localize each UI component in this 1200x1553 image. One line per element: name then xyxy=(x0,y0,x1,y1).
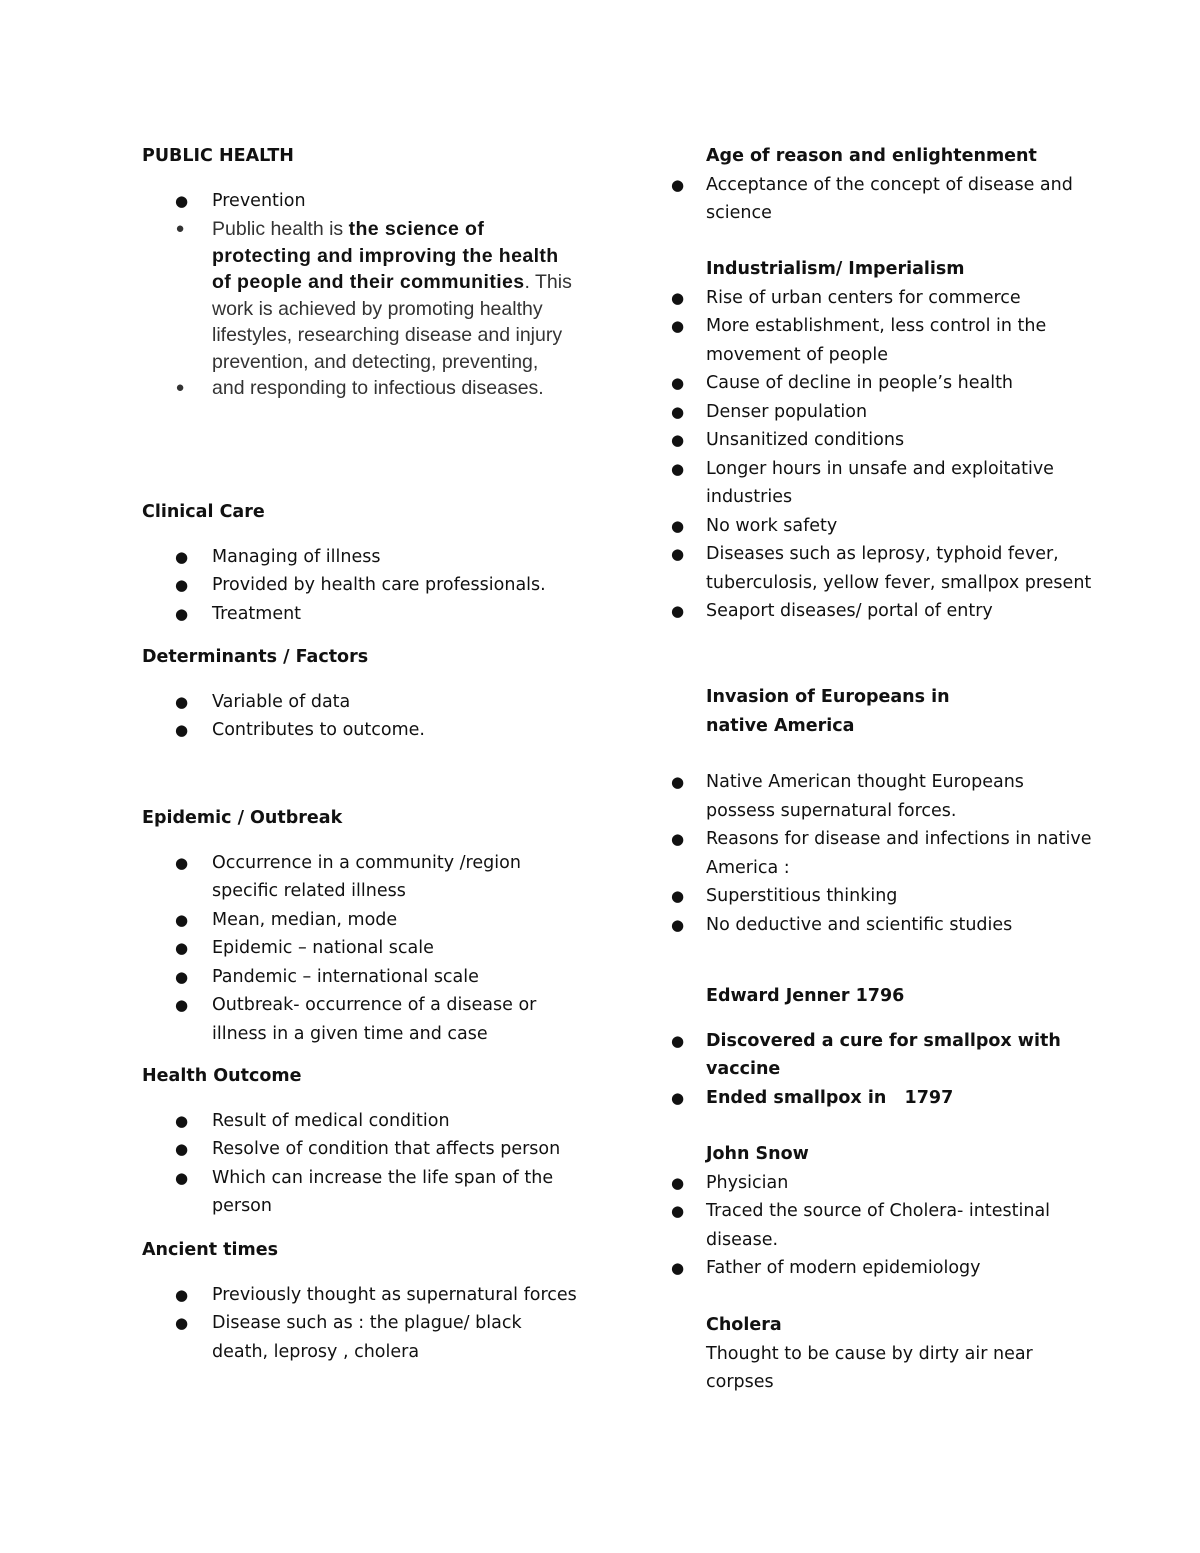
list-item-text: Previously thought as supernatural forces xyxy=(212,1284,577,1305)
list-item-text: Rise of urban centers for commerce xyxy=(706,287,1021,308)
section-heading: John Snow xyxy=(706,1144,809,1164)
list-item-text: Cause of decline in people’s health xyxy=(706,373,1014,393)
list-item xyxy=(671,1197,1096,1254)
bullet-icon: ● xyxy=(175,604,189,623)
bullet-icon: ● xyxy=(175,910,189,929)
list-item xyxy=(671,540,1096,597)
list-item-text: Reasons for disease and infections in native America : xyxy=(706,829,1092,878)
section-heading: Ancient times xyxy=(142,1240,279,1260)
list-item xyxy=(142,1309,582,1366)
list-item-text: Superstitious thinking xyxy=(706,886,898,906)
list-item-text: Native American thought Europeans possess supernatural forces. xyxy=(706,772,1024,821)
section-cholera xyxy=(676,1311,1036,1397)
list-item xyxy=(671,597,1096,626)
list-item xyxy=(671,882,1096,911)
list-item-text-post: . This work is achieved by promoting healthy lifestyles, researching disease and injury prevention, and detecting, preventing, xyxy=(212,271,572,373)
list-item-text: Outbreak- occurrence of a disease or illness in a given time and case xyxy=(212,995,537,1044)
list-item xyxy=(142,1107,582,1136)
section-heading: Edward Jenner 1796 xyxy=(706,986,905,1006)
bullet-list xyxy=(142,688,582,745)
list-item xyxy=(671,768,1096,825)
bullet-list xyxy=(671,284,1096,626)
list-item xyxy=(142,1135,582,1164)
bullet-icon: ● xyxy=(671,545,685,563)
list-item-text: Result of medical condition xyxy=(212,1110,450,1131)
list-item-text: Discovered a cure for smallpox with vaccine xyxy=(706,1030,1061,1079)
bullet-icon: ● xyxy=(671,175,685,194)
bullet-icon: ● xyxy=(175,191,189,210)
bullet-list xyxy=(671,1027,1096,1113)
section-ancient-times xyxy=(142,1236,582,1366)
list-item-text: Resolve of condition that affects person xyxy=(212,1139,561,1159)
bullet-icon: ● xyxy=(671,887,685,905)
bullet-icon: ● xyxy=(175,721,189,739)
list-item xyxy=(671,455,1096,512)
list-item xyxy=(671,312,1096,369)
bullet-list xyxy=(142,1281,582,1367)
list-item-text: Acceptance of the concept of disease and science xyxy=(706,174,1073,223)
bullet-icon: ● xyxy=(671,1088,685,1107)
section-heading: Health Outcome xyxy=(142,1066,302,1086)
section-heading: PUBLIC HEALTH xyxy=(142,146,294,166)
list-item-text: Father of modern epidemiology xyxy=(706,1258,981,1278)
list-item-text: Occurrence in a community /region specific related illness xyxy=(212,852,521,901)
bullet-icon: ● xyxy=(671,1173,685,1192)
list-item-text: Epidemic – national scale xyxy=(212,938,434,958)
list-item xyxy=(671,1169,1096,1198)
bullet-icon: ● xyxy=(671,431,685,449)
list-item-text: Which can increase the life span of the person xyxy=(212,1167,554,1216)
bullet-list xyxy=(671,768,1096,939)
list-item-text: Seaport diseases/ portal of entry xyxy=(706,601,993,621)
list-item-text: Variable of data xyxy=(212,691,351,712)
bullet-icon: ● xyxy=(671,602,685,620)
bullet-icon: ● xyxy=(671,1202,685,1220)
list-item-text: Longer hours in unsafe and exploitative industries xyxy=(706,458,1054,507)
bullet-icon: ● xyxy=(671,773,685,791)
bullet-icon: ● xyxy=(671,317,685,335)
list-item-text: No deductive and scientific studies xyxy=(706,914,1013,935)
list-item-text: Ended smallpox in 1797 xyxy=(706,1087,954,1108)
list-item xyxy=(671,512,1096,541)
list-item xyxy=(142,849,582,906)
bullet-icon: ● xyxy=(175,1285,189,1304)
section-heading: Determinants / Factors xyxy=(142,647,369,667)
bullet-icon: ● xyxy=(175,1140,189,1158)
section-john-snow xyxy=(671,1140,1096,1283)
list-item-text: Prevention xyxy=(212,190,306,211)
list-item xyxy=(142,571,582,600)
bullet-list xyxy=(671,1169,1096,1283)
list-item xyxy=(142,963,582,992)
list-item xyxy=(671,369,1096,398)
bullet-icon: ● xyxy=(175,1111,189,1130)
bullet-icon: ● xyxy=(175,692,189,711)
bullet-icon: ● xyxy=(175,576,189,594)
list-item-text: Mean, median, mode xyxy=(212,909,398,930)
list-item xyxy=(671,398,1096,427)
list-item-text: Traced the source of Cholera- intestinal disease. xyxy=(706,1201,1051,1250)
bullet-icon: ● xyxy=(671,402,685,421)
list-item xyxy=(671,911,1096,940)
bullet-icon: ● xyxy=(175,853,189,872)
bullet-icon: ● xyxy=(671,288,685,307)
list-item-text: Unsanitized conditions xyxy=(706,430,905,450)
section-edward-jenner xyxy=(671,982,1096,1112)
bullet-icon: ● xyxy=(175,996,189,1014)
section-industrialism xyxy=(671,255,1096,626)
bullet-icon: ● xyxy=(175,939,189,957)
list-item xyxy=(142,600,582,629)
bullet-icon: ● xyxy=(671,830,685,848)
section-heading: Age of reason and enlightenment xyxy=(706,146,1037,166)
bullet-list xyxy=(142,187,582,402)
list-item-text: and responding to infectious diseases. xyxy=(212,377,544,399)
list-item-text: Provided by health care professionals. xyxy=(212,575,546,595)
list-item-text: Diseases such as leprosy, typhoid fever, tuberculosis, yellow fever, smallpox present xyxy=(706,544,1092,593)
list-item xyxy=(671,284,1096,313)
list-item-text: Disease such as : the plague/ black death, leprosy , cholera xyxy=(212,1313,522,1362)
section-age-of-reason xyxy=(671,142,1096,228)
section-heading: Invasion of Europeans in native America xyxy=(706,687,950,736)
bullet-icon: ● xyxy=(175,967,189,986)
list-item xyxy=(142,716,582,745)
bullet-list xyxy=(142,1107,582,1221)
section-health-outcome xyxy=(142,1062,582,1221)
list-item-text-bold: the science of protecting and improving the health of people and their communities xyxy=(212,218,559,293)
bullet-icon: ● xyxy=(671,374,685,392)
bullet-icon: ● xyxy=(671,516,685,535)
list-item xyxy=(142,543,582,572)
list-item-text: Managing of illness xyxy=(212,546,381,567)
list-item xyxy=(142,215,582,375)
list-item-text: No work safety xyxy=(706,515,838,536)
section-clinical-care xyxy=(142,498,582,628)
list-item xyxy=(142,934,582,963)
list-item-text: Contributes to outcome. xyxy=(212,720,425,740)
bullet-icon: ● xyxy=(175,379,185,396)
list-item-text: More establishment, less control in the movement of people xyxy=(706,316,1047,365)
list-item-text-pre: Public health is xyxy=(212,218,349,240)
list-item xyxy=(671,426,1096,455)
bullet-icon: ● xyxy=(175,1314,189,1332)
bullet-icon: ● xyxy=(671,1031,685,1050)
list-item xyxy=(671,171,1096,228)
list-item-text: Treatment xyxy=(212,603,302,624)
list-item xyxy=(671,1084,1096,1113)
list-item-text: Physician xyxy=(706,1172,789,1193)
bullet-list xyxy=(142,849,582,1049)
bullet-icon: ● xyxy=(671,459,685,478)
list-item-text: Pandemic – international scale xyxy=(212,966,479,987)
list-item xyxy=(142,375,582,402)
section-public-health xyxy=(142,142,582,402)
list-item-text: Denser population xyxy=(706,401,868,422)
section-determinants xyxy=(142,643,582,745)
bullet-icon: ● xyxy=(175,220,185,237)
bullet-list xyxy=(142,543,582,629)
section-heading: Clinical Care xyxy=(142,502,265,522)
section-invasion xyxy=(671,683,1096,939)
list-item xyxy=(142,688,582,717)
bullet-icon: ● xyxy=(175,1168,189,1187)
list-item xyxy=(142,991,582,1048)
list-item xyxy=(142,1281,582,1310)
list-item xyxy=(142,187,582,216)
section-epidemic xyxy=(142,804,582,1048)
section-heading: Industrialism/ Imperialism xyxy=(706,259,965,279)
list-item xyxy=(142,906,582,935)
bullet-icon: ● xyxy=(671,915,685,934)
list-item xyxy=(671,1254,1096,1283)
section-heading: Epidemic / Outbreak xyxy=(142,808,343,828)
bullet-icon: ● xyxy=(175,547,189,566)
list-item xyxy=(142,1164,582,1221)
bullet-icon: ● xyxy=(671,1259,685,1277)
list-item xyxy=(671,1027,1096,1084)
section-heading: Cholera xyxy=(706,1315,782,1335)
list-item xyxy=(671,825,1096,882)
paragraph-text: Thought to be cause by dirty air near corpses xyxy=(706,1343,1033,1392)
bullet-list xyxy=(671,171,1096,228)
